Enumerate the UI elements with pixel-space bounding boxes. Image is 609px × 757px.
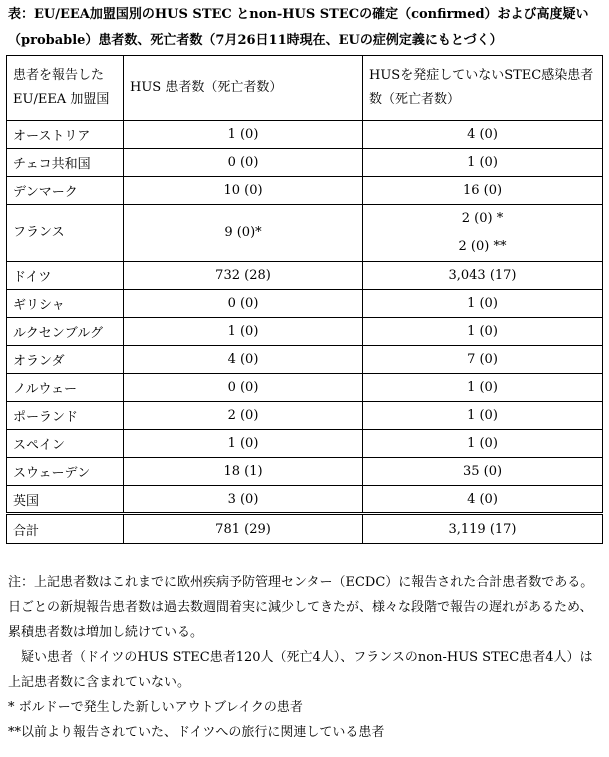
hus-cell: 732 (28) [124, 262, 363, 290]
nonhus-cell: 1 (0) [363, 402, 603, 430]
table-row [7, 486, 603, 514]
table-row [7, 205, 603, 262]
header-nonhus: HUSを発症していないSTEC感染患者数（死亡者数） [363, 56, 603, 121]
nonhus-cell: 4 (0) [363, 121, 603, 149]
nonhus-value: 2 (0) * [461, 211, 504, 226]
total-row [7, 514, 603, 544]
nonhus-cell: 1 (0) [363, 430, 603, 458]
table-row [7, 318, 603, 346]
hus-cell: 18 (1) [124, 458, 363, 486]
hus-stec-table [6, 55, 603, 544]
country-cell: ポーランド [7, 402, 124, 430]
table-header-row [7, 56, 603, 121]
total-nonhus: 3,119 (17) [363, 514, 603, 544]
country-cell: デンマーク [7, 177, 124, 205]
note-main: 注：上記患者数はこれまでに欧州疾病予防管理センター（ECDC）に報告された合計患者数である。日ごとの新規報告患者数は過去数週間着実に減少してきたが、様々な段階で報告の遅れがあるため、累積患者数は増加し続けている。 [8, 575, 594, 640]
nonhus-cell: 7 (0) [363, 346, 603, 374]
total-hus: 781 (29) [124, 514, 363, 544]
country-cell: ノルウェー [7, 374, 124, 402]
note-asterisk: * ボルドーで発生した新しいアウトブレイクの患者 [8, 700, 303, 715]
hus-cell: 0 (0) [124, 374, 363, 402]
table-row [7, 121, 603, 149]
country-cell: スペイン [7, 430, 124, 458]
nonhus-cell: 1 (0) [363, 374, 603, 402]
country-cell: 英国 [7, 486, 124, 514]
table-row [7, 346, 603, 374]
table-caption: 表：EU/EEA加盟国別のHUS STEC とnon-HUS STECの確定（confirmed）および高度疑い（probable）患者数、死亡者数（7月26日11時現在、EUの症例定義にもとづく） [8, 7, 589, 48]
nonhus-cell: 1 (0) [363, 318, 603, 346]
table-row [7, 262, 603, 290]
country-cell: オーストリア [7, 121, 124, 149]
nonhus-cell: 1 (0) [363, 149, 603, 177]
table-row [7, 177, 603, 205]
nonhus-cell: 3,043 (17) [363, 262, 603, 290]
country-cell: ルクセンブルグ [7, 318, 124, 346]
hus-cell: 1 (0) [124, 430, 363, 458]
header-country: 患者を報告したEU/EEA 加盟国 [7, 56, 124, 121]
table-row [7, 149, 603, 177]
table-row [7, 374, 603, 402]
country-cell: ドイツ [7, 262, 124, 290]
nonhus-cell: 16 (0) [363, 177, 603, 205]
hus-cell: 4 (0) [124, 346, 363, 374]
nonhus-cell: 4 (0) [363, 486, 603, 514]
hus-cell: 3 (0) [124, 486, 363, 514]
country-cell: オランダ [7, 346, 124, 374]
hus-cell: 0 (0) [124, 149, 363, 177]
header-hus: HUS 患者数（死亡者数） [124, 56, 363, 121]
table-row [7, 458, 603, 486]
note-suspected: 疑い患者（ドイツのHUS STEC患者120人（死亡4人）、フランスのnon-HUS STEC患者4人）は上記患者数に含まれていない。 [8, 650, 593, 690]
hus-cell: 9 (0)* [124, 205, 363, 262]
country-cell: スウェーデン [7, 458, 124, 486]
nonhus-value: 2 (0) ** [458, 239, 507, 254]
table-row [7, 290, 603, 318]
hus-cell: 1 (0) [124, 318, 363, 346]
country-cell: チェコ共和国 [7, 149, 124, 177]
hus-cell: 2 (0) [124, 402, 363, 430]
nonhus-cell: 1 (0) [363, 290, 603, 318]
nonhus-cell [363, 205, 603, 262]
table-row [7, 430, 603, 458]
country-cell: ギリシャ [7, 290, 124, 318]
hus-cell: 10 (0) [124, 177, 363, 205]
nonhus-cell: 35 (0) [363, 458, 603, 486]
table-row [7, 402, 603, 430]
notes-section [8, 570, 604, 745]
hus-cell: 1 (0) [124, 121, 363, 149]
hus-cell: 0 (0) [124, 290, 363, 318]
note-double-asterisk: **以前より報告されていた、ドイツへの旅行に関連している患者 [8, 725, 385, 740]
country-cell: フランス [7, 205, 124, 262]
total-label: 合計 [7, 514, 124, 544]
